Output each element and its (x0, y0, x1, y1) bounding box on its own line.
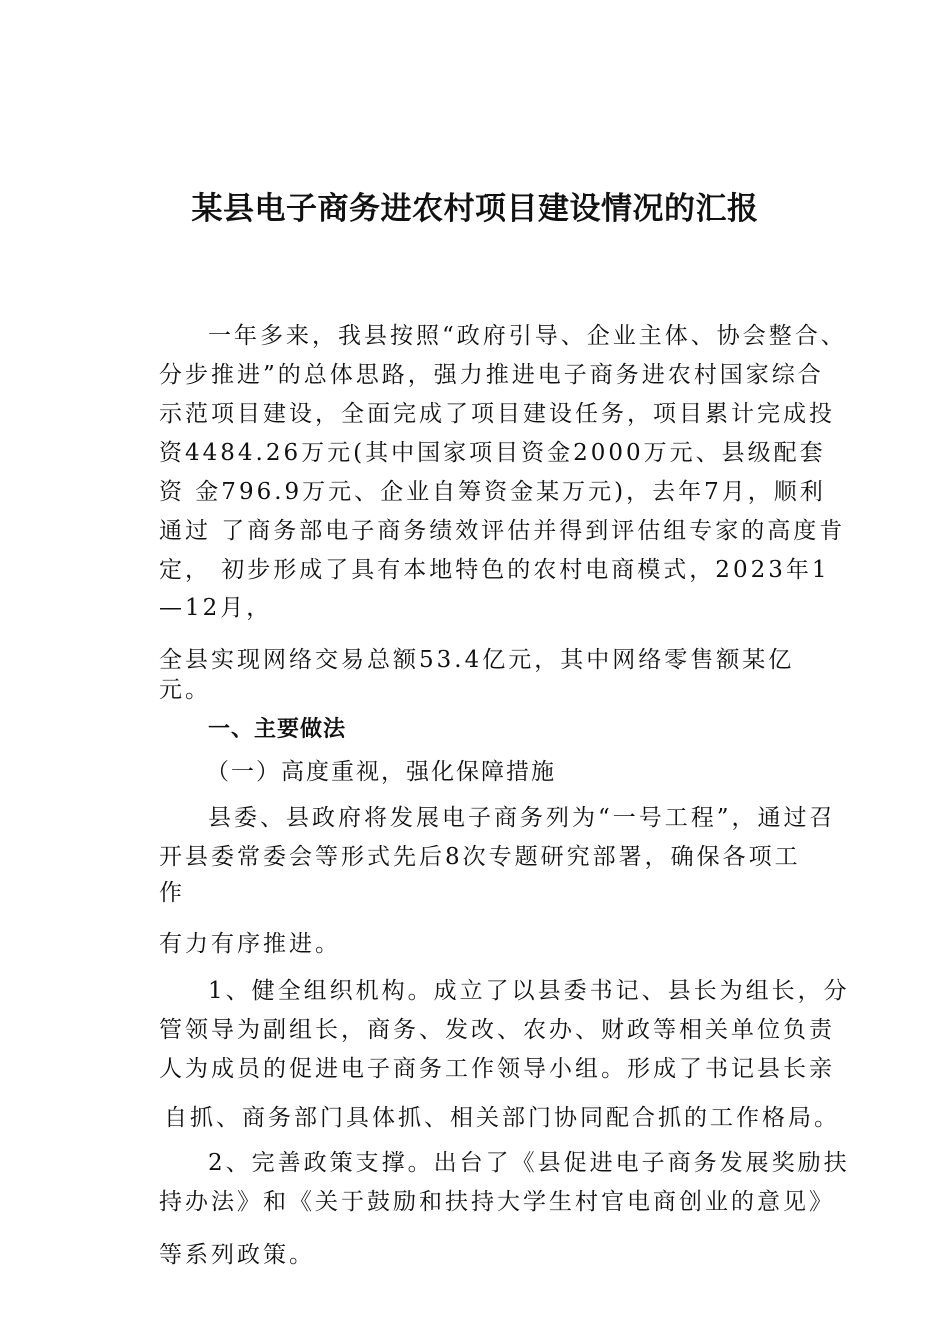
subsection-heading: （一）高度重视，强化保障措施 (206, 759, 556, 785)
paragraph-line: 作 (159, 880, 185, 906)
paragraph-line: 有力有序推进。 (159, 931, 341, 957)
list-item-line: 2、完善政策支撑。出台了《县促进电子商务发展奖励扶 (208, 1150, 850, 1176)
list-item-line: 自抓、商务部门具体抓、相关部门协同配合抓的工作格局。 (164, 1105, 840, 1131)
document-title: 某县电子商务进农村项目建设情况的汇报 (191, 191, 759, 227)
intro-line: —12月， (159, 595, 273, 621)
list-item-line: 1、健全组织机构。成立了以县委书记、县长为组长，分 (208, 978, 850, 1004)
intro-line: 元。 (159, 677, 211, 703)
intro-line: 定， 初步形成了具有本地特色的农村电商模式，2023年1 (159, 557, 830, 583)
list-item-line: 人为成员的促进电子商务工作领导小组。形成了书记县长亲 (159, 1056, 835, 1082)
intro-line: 资4484.26万元(其中国家项目资金2000万元、县级配套 (159, 440, 826, 466)
intro-line: 一年多来，我县按照“政府引导、企业主体、协会整合、 (208, 323, 847, 349)
list-item-line: 持办法》和《关于鼓励和扶持大学生村官电商创业的意见》 (159, 1189, 835, 1215)
list-item-line: 管领导为副组长，商务、发改、农办、财政等相关单位负责 (159, 1017, 835, 1043)
intro-line: 示范项目建设，全面完成了项目建设任务，项目累计完成投 (159, 401, 835, 427)
intro-line: 分步推进”的总体思路，强力推进电子商务进农村国家综合 (159, 362, 824, 388)
intro-line: 资 金796.9万元、企业自筹资金某万元)，去年7月，顺利 (159, 479, 826, 505)
intro-line: 全县实现网络交易总额53.4亿元，其中网络零售额某亿 (159, 647, 795, 673)
section-heading: 一、主要做法 (208, 717, 347, 742)
list-item-line: 等系列政策。 (159, 1242, 315, 1268)
paragraph-line: 开县委常委会等形式先后8次专题研究部署，确保各项工 (159, 844, 801, 870)
paragraph-line: 县委、县政府将发展电子商务列为“一号工程”，通过召 (208, 805, 836, 831)
intro-line: 通过 了商务部电子商务绩效评估并得到评估组专家的高度肯 (159, 518, 846, 544)
